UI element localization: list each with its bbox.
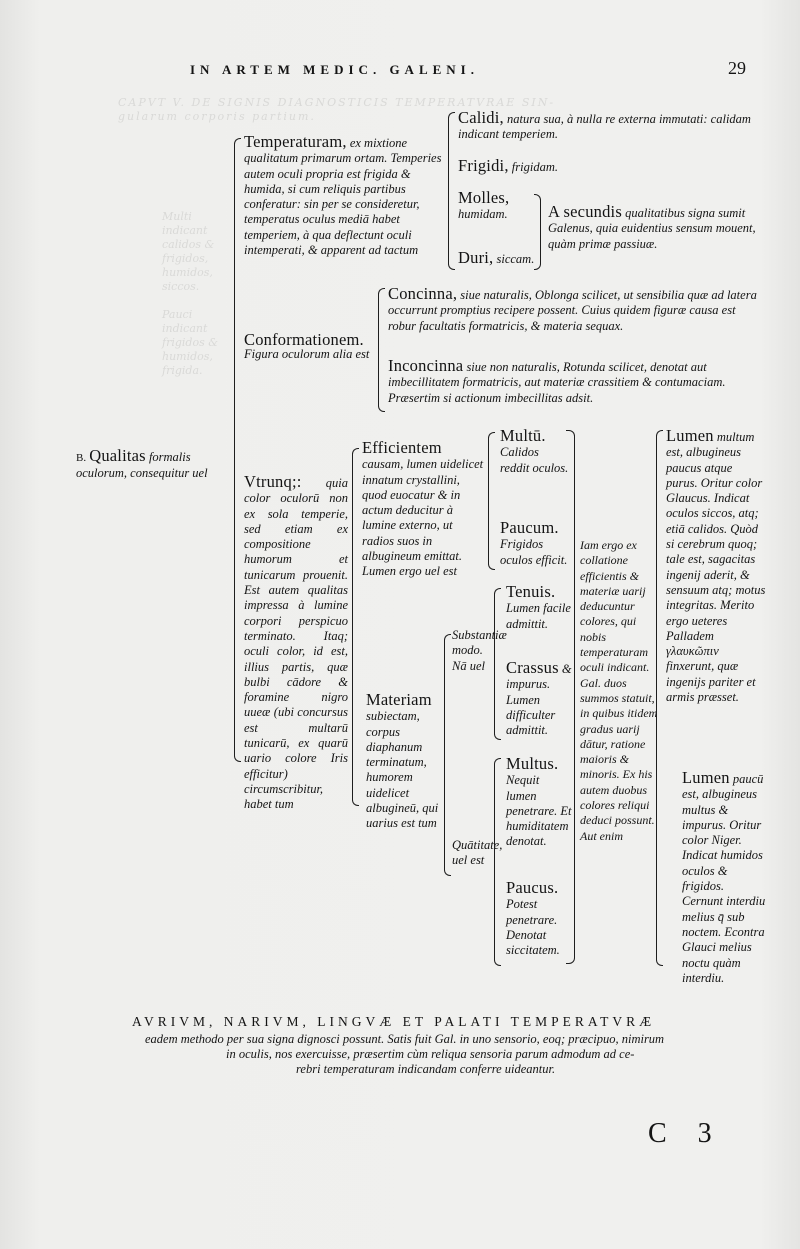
multus-head: Multus.: [506, 754, 559, 773]
lumen-brace: [488, 432, 495, 570]
footer-line-3: rebri temperaturam indicandam conferre uideantur.: [296, 1062, 556, 1076]
paucum-entry: [500, 520, 570, 568]
signature-mark: C 3: [648, 1118, 724, 1149]
frigidi-head: Frigidi,: [458, 156, 509, 175]
collation-brace: [566, 430, 575, 964]
tenuis-entry: [506, 584, 572, 632]
show-through-top: CAPVT V. DE SIGNIS DIAGNOSTICIS TEMPERATVRAE SIN- gularum corporis partium.: [118, 96, 556, 123]
footer-line-2: in oculis, nos exercuisse, præsertim cùm reliqua sensoria parum admodum ad ce-: [226, 1047, 635, 1061]
figura-brace: [378, 288, 385, 412]
paucum-text: Frigidos oculos efficit.: [500, 537, 568, 567]
quantitate-label: Quātitate, uel est: [452, 838, 503, 868]
efficientem-block: [362, 440, 486, 580]
materiam-text: subiectam, corpus diaphanum terminatum, humorem uidelicet albugineū, qui uarius est tum: [366, 709, 439, 831]
marker-b: B.: [76, 452, 87, 464]
conformationem-text: Figura oculorum alia est: [244, 347, 370, 362]
secundis-text: qualitatibus signa sumit Galenus, quia euidentius sensum mouent, quàm primæ passiuæ.: [548, 206, 756, 251]
molles-head: Molles,: [458, 188, 510, 207]
multu-entry: [500, 428, 570, 476]
duri-entry: [458, 250, 538, 267]
calidi-text: natura sua, à nulla re externa immutati: calidam indicant temperiem.: [458, 112, 751, 142]
frigidi-entry: [458, 158, 658, 175]
tum-brace: [444, 634, 451, 876]
calidi-entry: [458, 110, 758, 143]
inconcinna-text: siue non naturalis, Rotunda scilicet, denotat aut imbecillitatem formatricis, aut materiæ crassitiem & contumaciam. Præsertim si actionum imbecillitas adsit.: [388, 360, 726, 405]
vtrunque-text: quia color oculorū non ex sola temperie, sed etiam ex compositione humorum et tunicarum prouenit. Est autem qualitas impressa à lumine corpori perspicuo terminato. Itaq; oculi color, id est, illius partis, quæ bulbi cādore & foramine nigro uueæ (ubi concursus est multarū tunicarū, ex quarū uario colore Iris efficitur) circumscribitur, habet tum: [244, 476, 348, 812]
temperaturam-head: Temperaturam,: [244, 132, 347, 151]
crassus-entry: [506, 660, 572, 738]
efficientem-text: causam, lumen uidelicet innatum crystallini, quod euocatur & in actum deducitur à lumine externo, ut radios suos in albugineum emittat. Lumen ergo uel est: [362, 457, 484, 579]
qualitas-label: [76, 448, 234, 482]
multus-text: Nequit lumen penetrare. Et humiditatem denotat.: [506, 773, 572, 849]
multu-text: Calidos reddit oculos.: [500, 445, 569, 475]
crassus-text: & impurus. Lumen difficulter admittit.: [506, 662, 572, 738]
lumen-paucum-text: paucū est, albugineus multus & impurus. Oritur color Niger. Indicat humidos oculos & frigidos. Cernunt interdiu melius q̄ sub noctem. Econtra Glauci melius noctu quàm interdiu.: [682, 772, 766, 985]
duri-head: Duri,: [458, 248, 494, 267]
inconcinna-head: Inconcinna: [388, 356, 464, 375]
page-number: 29: [728, 58, 746, 78]
secundis-brace: [534, 194, 541, 270]
lumen-multum-entry: [666, 428, 766, 705]
calidi-head: Calidi,: [458, 108, 504, 127]
tenuis-text: Lumen facile admittit.: [506, 601, 571, 631]
concinna-entry: [388, 286, 760, 334]
materiam-block: [366, 692, 448, 832]
show-through-margin: Multi indicant calidos & frigidos, humidos, siccos. Pauci indicant frigidos & humidos, frigida.: [162, 210, 219, 377]
molles-text: humidam.: [458, 207, 508, 222]
multu-head: Multū.: [500, 426, 546, 445]
paucus-head: Paucus.: [506, 878, 559, 897]
lumen-multum-head: Lumen: [666, 426, 714, 445]
temperaturam-text: ex mixtione qualitatum primarum ortam. Temperies autem oculi propria est frigida & humida, si cum reliquis partibus conferatur: sin per se consideretur, temperatus oculus mediā habet temperiem, à qua deflectunt oculi intemperati, & apparent ad tactum: [244, 136, 442, 258]
concinna-text: siue naturalis, Oblonga scilicet, ut sensibilia quæ ad latera occurrunt promptius recipere possent. Cuius quidem figuræ causa est robur facultatis formatricis, & materia sequax.: [388, 288, 757, 333]
vtrunque-head: Vtrunq;:: [244, 472, 302, 491]
tenuis-head: Tenuis.: [506, 582, 556, 601]
inconcinna-entry: [388, 358, 760, 406]
crassus-head: Crassus: [506, 658, 559, 677]
paucus-entry: [506, 880, 572, 958]
running-title: IN ARTEM MEDIC. GALENI.: [190, 62, 479, 77]
iam-ergo-text: Iam ergo ex collatione efficientis & materiæ uarij deducuntur colores, qui nobis temperaturam oculi indicant. Gal. duos summos statuit, in quibus itidem gradus uarij dātur, ratione maioris & minoris. Ex his autem duobus colores reliqui deduci possunt. Aut enim: [580, 538, 658, 843]
secundis-head: A secundis: [548, 202, 622, 221]
substantia-brace: [494, 588, 501, 740]
conformationem-head: Conformationem.: [244, 330, 364, 349]
footer-title: AVRIVM, NARIVM, LINGVÆ ET PALATI TEMPERATVRÆ: [132, 1014, 656, 1029]
temperaturam-block: [244, 134, 444, 258]
paucum-head: Paucum.: [500, 518, 559, 537]
lumen-multum-text: multum est, albugineus paucus atque purus. Oritur color Glaucus. Indicat oculos siccos, atq; etiā calidos. Quòd si cerebrum quoq; tale est, sagacitas ingenij aderit, & sensuum atq; motus integritas. Merito ergo ueteres Palladem γλαυκῶπιν finxerunt, quæ ingenijs pariter et armis præsset.: [666, 430, 766, 705]
multus-entry: [506, 756, 572, 850]
lumen-paucum-head: Lumen: [682, 768, 730, 787]
materiam-head: Materiam: [366, 690, 432, 709]
paucus-text: Potest penetrare. Denotat siccitatem.: [506, 897, 560, 958]
tactum-brace: [448, 112, 455, 270]
quantitate-brace: [494, 758, 501, 966]
qualitas-head: Qualitas: [89, 446, 146, 465]
molles-entry: [458, 190, 536, 223]
footer-line-1: eadem methodo per sua signa dignosci possunt. Satis fuit Gal. in uno sensorio, eoq; præcipuo, nimirum: [145, 1032, 665, 1046]
frigidi-text: frigidam.: [511, 160, 558, 174]
vtrunque-block: [244, 474, 348, 813]
substantia-label: Substantiæ modo. Nā uel: [452, 628, 507, 673]
conformationem-block: [244, 332, 384, 363]
concinna-head: Concinna,: [388, 284, 458, 303]
efficientem-head: Efficientem: [362, 438, 442, 457]
aut-enim-brace: [656, 430, 663, 966]
color-brace: [352, 448, 359, 806]
lumen-paucum-entry: [682, 770, 768, 986]
main-brace: [234, 138, 241, 762]
secundis-entry: [548, 204, 760, 252]
duri-text: siccam.: [496, 252, 535, 266]
qualitas-text: formalis oculorum, consequitur uel: [76, 450, 208, 481]
